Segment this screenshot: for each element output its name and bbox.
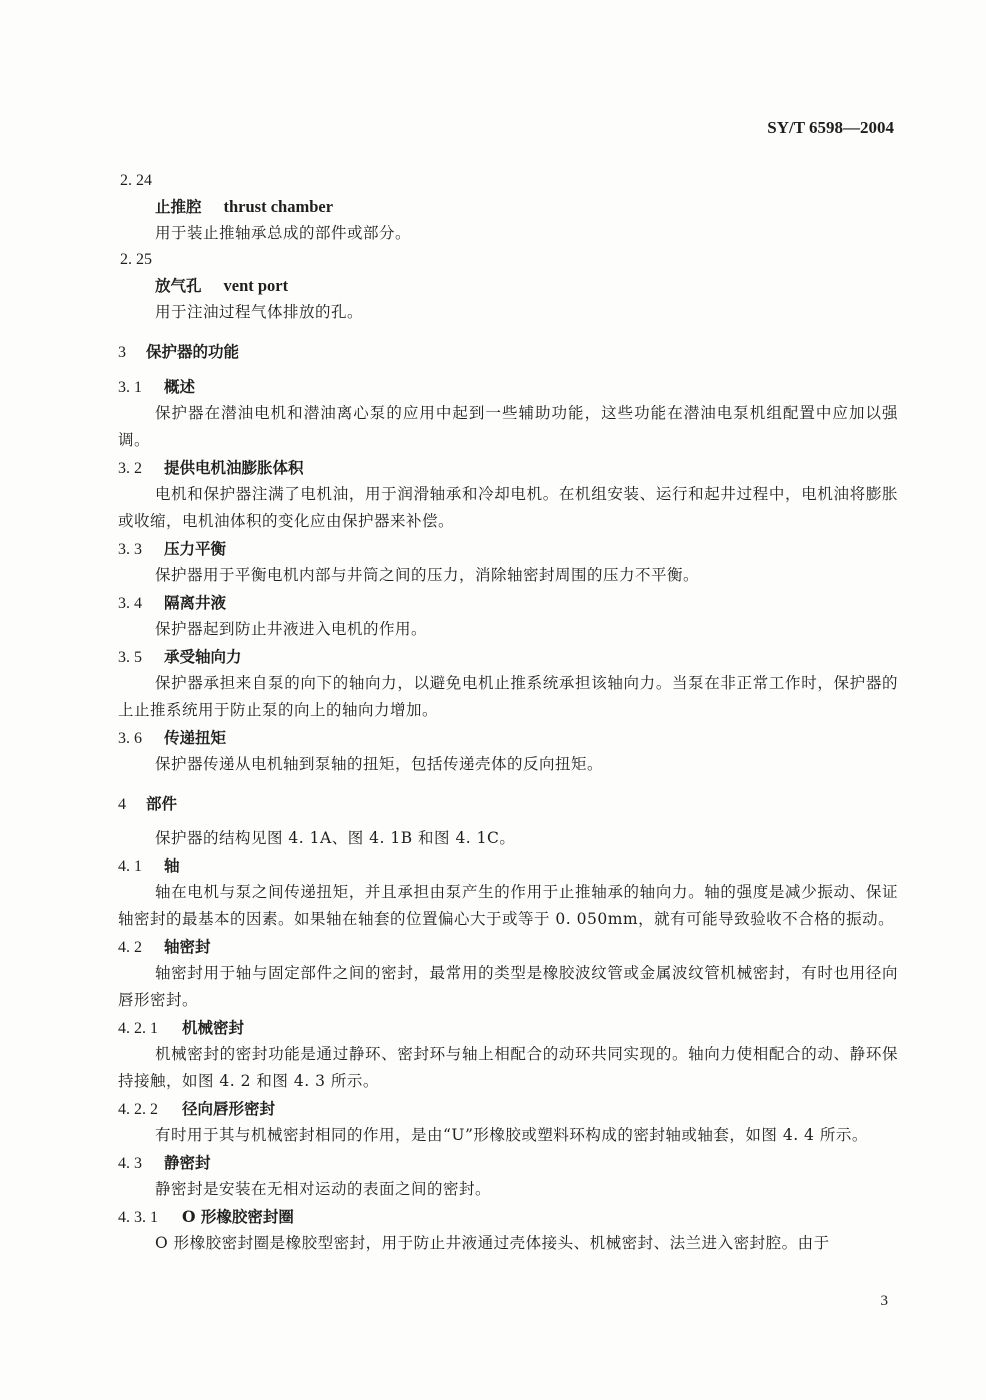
section-paragraph: 电机和保护器注满了电机油，用于润滑轴承和冷却电机。在机组安装、运行和起井过程中，电机油将膨胀或收缩，电机油体积的变化应由保护器来补偿。 — [118, 485, 898, 530]
term-definition: 用于注油过程气体排放的孔。 — [155, 303, 364, 321]
section-paragraph: 保护器用于平衡电机内部与井筒之间的压力，消除轴密封周围的压力不平衡。 — [155, 566, 700, 584]
section-number: 3. 3 — [118, 541, 142, 558]
subsection-heading — [118, 1014, 898, 1041]
subsection-title: O 形橡胶密封圈 — [182, 1207, 294, 1226]
subsection-title: 径向唇形密封 — [182, 1099, 276, 1118]
term-heading — [155, 273, 898, 299]
subsection-number: 4. 2. 1 — [118, 1020, 158, 1037]
section-paragraph: 保护器承担来自泵的向下的轴向力，以避免电机止推系统承担该轴向力。当泵在非正常工作时，保护器的上止推系统用于防止泵的向上的轴向力增加。 — [118, 674, 898, 719]
chapter-heading — [118, 790, 898, 817]
subsection-paragraph: 机械密封的密封功能是通过静环、密封环与轴上相配合的动环共同实现的。轴向力使相配合的动、静环保持接触，如图 4. 2 和图 4. 3 所示。 — [118, 1045, 898, 1090]
section-paragraph: 轴密封用于轴与固定部件之间的密封，最常用的类型是橡胶波纹管或金属波纹管机械密封，有时也用径向唇形密封。 — [118, 964, 898, 1009]
section-title: 提供电机油膨胀体积 — [164, 458, 304, 477]
term-zh: 放气孔 — [155, 276, 202, 295]
section-number: 3. 4 — [118, 595, 142, 612]
section-title: 静密封 — [164, 1153, 211, 1172]
section-title: 概述 — [164, 377, 196, 396]
page-number: 3 — [880, 1293, 888, 1309]
section-heading — [118, 933, 898, 960]
section-paragraph: 静密封是安装在无相对运动的表面之间的密封。 — [155, 1180, 492, 1198]
section-heading — [118, 589, 898, 616]
subsection-paragraph: O 形橡胶密封圈是橡胶型密封，用于防止井液通过壳体接头、机械密封、法兰进入密封腔。由于 — [155, 1234, 830, 1252]
section-heading — [118, 373, 898, 400]
section-title: 承受轴向力 — [164, 647, 242, 666]
subsection-heading — [118, 1095, 898, 1122]
section-number: 4. 1 — [118, 858, 142, 875]
section-title: 轴 — [164, 856, 180, 875]
subsection-number: 4. 2. 2 — [118, 1101, 158, 1118]
chapter-heading — [118, 338, 898, 365]
subsection-title: 机械密封 — [182, 1018, 245, 1037]
term-en: vent port — [223, 276, 289, 295]
term-definition: 用于装止推轴承总成的部件或部分。 — [155, 224, 412, 242]
section-number: 3. 2 — [118, 460, 142, 477]
section-paragraph: 保护器在潜油电机和潜油离心泵的应用中起到一些辅助功能，这些功能在潜油电泵机组配置中应加以强调。 — [118, 404, 898, 449]
term-number: 2. 25 — [120, 251, 152, 268]
section-title: 压力平衡 — [164, 539, 227, 558]
section-heading — [118, 643, 898, 670]
subsection-number: 4. 3. 1 — [118, 1209, 158, 1226]
section-heading — [118, 454, 898, 481]
section-heading — [118, 535, 898, 562]
section-title: 传递扭矩 — [164, 728, 227, 747]
section-number: 4. 3 — [118, 1155, 142, 1172]
section-number: 3. 1 — [118, 379, 142, 396]
chapter-number: 3 — [118, 344, 126, 361]
chapter-number: 4 — [118, 796, 126, 813]
chapter-title: 部件 — [146, 794, 178, 813]
section-number: 4. 2 — [118, 939, 142, 956]
section-paragraph: 轴在电机与泵之间传递扭矩，并且承担由泵产生的作用于止推轴承的轴向力。轴的强度是减少振动、保证轴密封的最基本的因素。如果轴在轴套的位置偏心大于或等于 0. 050mm，就有可能导致验收不合格的振动。 — [118, 883, 898, 928]
section-paragraph: 保护器起到防止井液进入电机的作用。 — [155, 620, 428, 638]
subsection-heading — [118, 1203, 898, 1230]
term-zh: 止推腔 — [155, 197, 202, 216]
subsection-paragraph: 有时用于其与机械密封相同的作用，是由“U”形橡胶或塑料环构成的密封轴或轴套，如图 4. 4 所示。 — [155, 1126, 868, 1144]
section-number: 3. 6 — [118, 730, 142, 747]
section-paragraph: 保护器传递从电机轴到泵轴的扭矩，包括传递壳体的反向扭矩。 — [155, 755, 604, 773]
chapter-intro: 保护器的结构见图 4. 1A、图 4. 1B 和图 4. 1C。 — [155, 829, 516, 847]
term-number: 2. 24 — [120, 172, 152, 189]
term-en: thrust chamber — [223, 197, 334, 216]
section-title: 隔离井液 — [164, 593, 227, 612]
section-number: 3. 5 — [118, 649, 142, 666]
term-heading — [155, 194, 898, 220]
section-heading — [118, 724, 898, 751]
chapter-title: 保护器的功能 — [146, 342, 240, 361]
section-title: 轴密封 — [164, 937, 211, 956]
section-heading — [118, 852, 898, 879]
document-code: SY/T 6598—2004 — [767, 118, 894, 137]
document-body — [118, 168, 898, 1257]
section-heading — [118, 1149, 898, 1176]
